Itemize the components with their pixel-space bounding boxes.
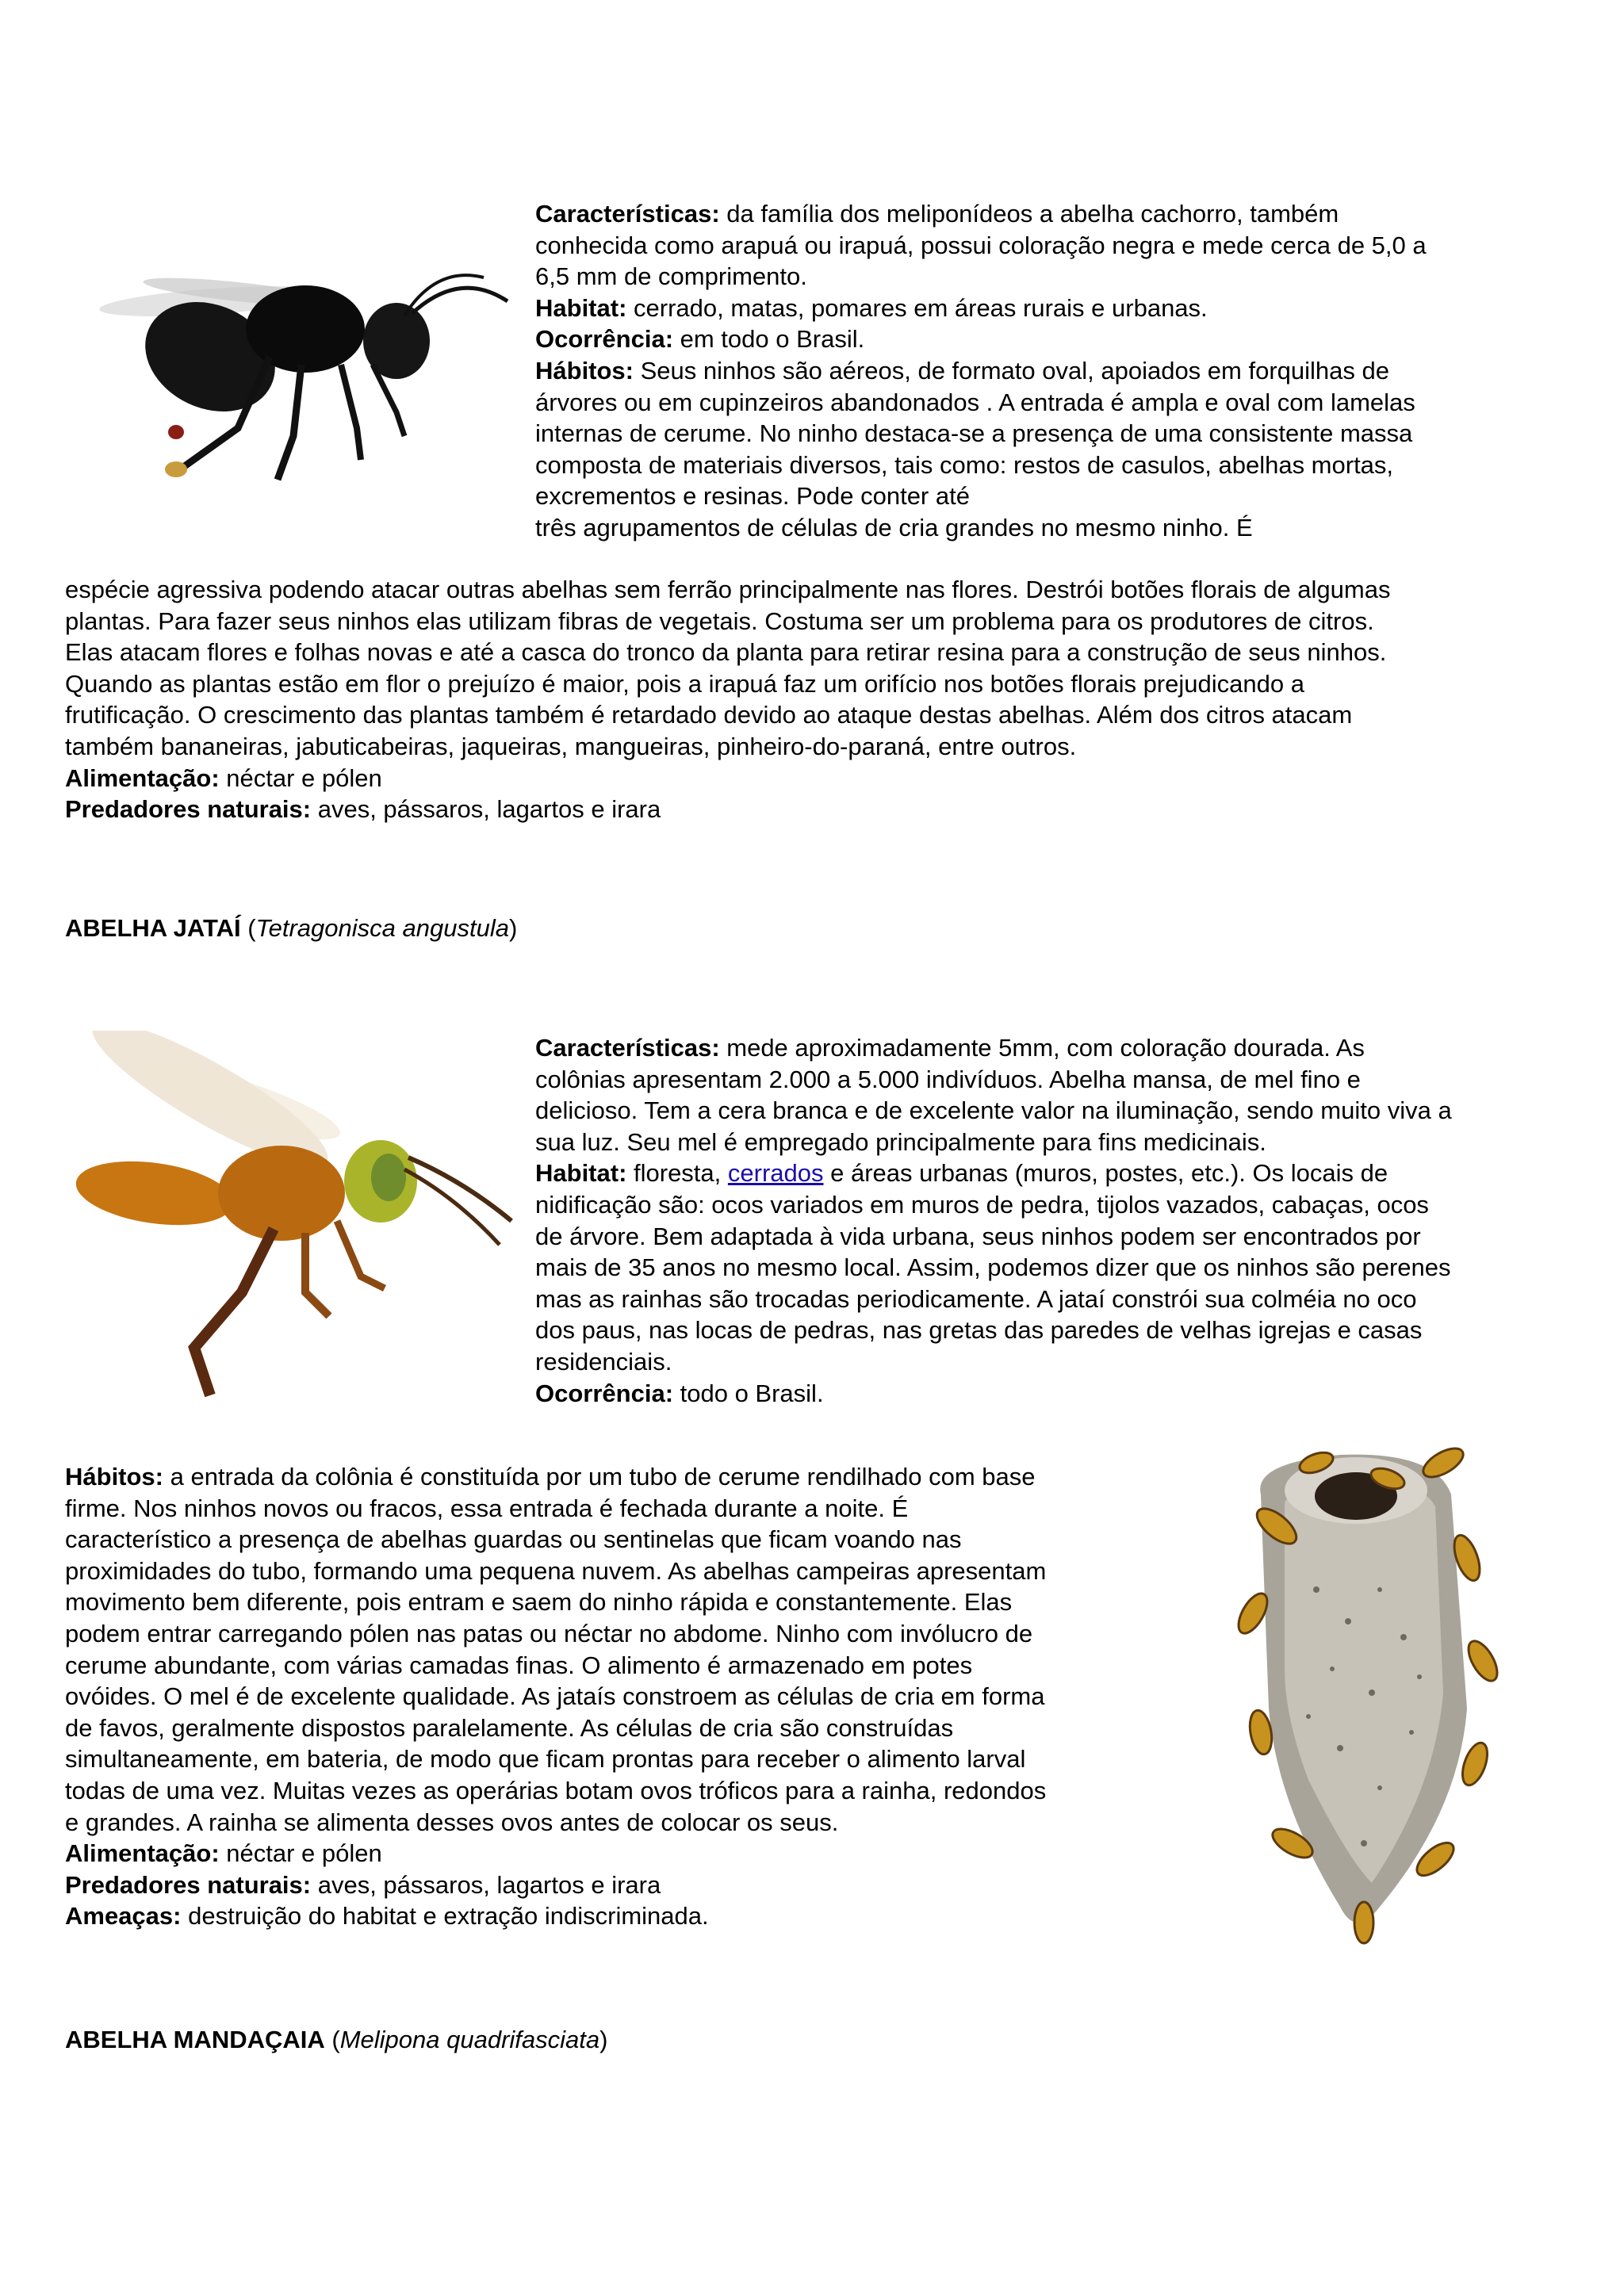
text-line: de favos, geralmente dispostos paralelamente. As células de cria são construídas xyxy=(65,1713,954,1742)
text-line: cerume abundante, com várias camadas finas. O alimento é armazenado em potes xyxy=(65,1651,973,1679)
habitat-text: floresta, xyxy=(626,1159,728,1188)
alimentacao-text: néctar e pólen xyxy=(219,763,382,792)
habitos-line xyxy=(535,355,1427,387)
text-line: de árvore. Bem adaptada à vida urbana, seus ninhos podem ser encontrados por xyxy=(535,1222,1421,1250)
habitat-label: Habitat: xyxy=(535,1159,627,1188)
text-line: ovóides. O mel é de excelente qualidade. As jataís constroem as células de cria em forma xyxy=(65,1682,1045,1711)
habitos-label: Hábitos: xyxy=(65,1463,163,1490)
text-line: movimento bem diferente, pois entram e saem do ninho rápida e constantemente. Elas xyxy=(65,1588,1013,1617)
text-line: dos paus, nas locas de pedras, nas gretas das paredes de velhas igrejas e casas xyxy=(535,1316,1423,1345)
text-line: composta de materiais diversos, tais como: restos de casulos, abelhas mortas, xyxy=(535,450,1394,479)
title-common-name: ABELHA MANDAÇAIA xyxy=(65,2026,325,2053)
title-paren: ) xyxy=(599,2026,608,2053)
text-line: internas de cerume. No ninho destaca-se a presença de uma consistente massa xyxy=(535,419,1413,448)
text-line: característico a presença de abelhas guardas ou sentinelas que ficam voando nas xyxy=(65,1525,962,1554)
text-line: e grandes. A rainha se alimenta desses ovos antes de colocar os seus. xyxy=(65,1808,839,1836)
jatai-habitos xyxy=(65,1461,1046,1932)
jatai-nest-image xyxy=(1182,1431,1562,1954)
ocorrencia-text: em todo o Brasil. xyxy=(673,325,865,354)
text-line: da família dos meliponídeos a abelha cachorro, também xyxy=(719,200,1339,228)
text-line: mede aproximadamente 5mm, com coloração dourada. As xyxy=(719,1034,1365,1062)
habitos-line xyxy=(65,1461,1046,1493)
jatai-description xyxy=(535,1032,1452,1409)
habitat-line xyxy=(535,293,1427,324)
text-line: Quando as plantas estão em flor o prejuízo é maior, pois a irapuá faz um orifício nos botões florais prejudicando a xyxy=(65,669,1304,698)
title-scientific-name: Tetragonisca angustula xyxy=(255,914,509,942)
text-line: excrementos e resinas. Pode conter até xyxy=(535,482,970,511)
text-line: residenciais. xyxy=(535,1347,672,1376)
text-line: nidificação são: ocos variados em muros de pedra, tijolos vazados, cabaças, ocos xyxy=(535,1190,1429,1219)
predadores-line xyxy=(65,794,1390,825)
caracteristicas-line xyxy=(535,1032,1452,1064)
text-line: todas de uma vez. Muitas vezes as operárias botam ovos tróficos para a rainha, redondos xyxy=(65,1776,1047,1804)
text-line: colônias apresentam 2.000 a 5.000 indivíduos. Abelha mansa, de mel fino e xyxy=(535,1065,1361,1093)
predadores-text: aves, pássaros, lagartos e irara xyxy=(311,1870,661,1899)
alimentacao-text: néctar e pólen xyxy=(219,1839,382,1868)
title-paren: ) xyxy=(508,914,518,942)
text-line: sua luz. Seu mel é empregado principalmente para fins medicinais. xyxy=(535,1127,1266,1156)
ocorrencia-text: todo o Brasil. xyxy=(673,1379,824,1407)
cachorro-description xyxy=(535,198,1427,544)
text-line: delicioso. Tem a cera branca e de excelente valor na iluminação, sendo muito viva a xyxy=(535,1096,1452,1125)
text-line: plantas. Para fazer seus ninhos elas utilizam fibras de vegetais. Costuma ser um problema para os produtores de citros. xyxy=(65,607,1374,635)
jatai-bee-image xyxy=(67,1031,519,1403)
ocorrencia-line xyxy=(535,323,1427,355)
caracteristicas-label: Características: xyxy=(535,1034,720,1062)
text-line: Elas atacam flores e folhas novas e até a casca do tronco da planta para retirar resina para a construção de seus ninhos. xyxy=(65,638,1387,667)
alimentacao-label: Alimentação: xyxy=(65,763,220,792)
predadores-text: aves, pássaros, lagartos e irara xyxy=(311,795,661,824)
ameacas-text: destruição do habitat e extração indiscriminada. xyxy=(181,1902,709,1931)
cachorro-continuation xyxy=(65,574,1390,825)
predadores-label: Predadores naturais: xyxy=(65,1870,312,1899)
habitat-line xyxy=(535,1158,1452,1189)
alimentacao-line xyxy=(65,1838,1046,1869)
text-line: firme. Nos ninhos novos ou fracos, essa entrada é fechada durante a noite. É xyxy=(65,1494,909,1522)
black-bee-image xyxy=(87,254,523,499)
title-paren: ( xyxy=(240,914,256,942)
predadores-label: Predadores naturais: xyxy=(65,795,312,824)
text-line: também bananeiras, jabuticabeiras, jaqueiras, mangueiras, pinheiro-do-paraná, entre outros. xyxy=(65,732,1077,760)
text-line: a entrada da colônia é constituída por um tubo de cerume rendilhado com base xyxy=(163,1463,1036,1490)
text-line: podem entrar carregando pólen nas patas ou néctar no abdome. Ninho com invólucro de xyxy=(65,1619,1033,1647)
ocorrencia-label: Ocorrência: xyxy=(535,1379,674,1407)
habitat-text: cerrado, matas, pomares em áreas rurais e urbanas. xyxy=(626,293,1208,322)
ameacas-label: Ameaças: xyxy=(65,1902,182,1931)
text-line: mas as rainhas são trocadas periodicamente. A jataí constrói sua colméia no oco xyxy=(535,1284,1417,1313)
ocorrencia-line xyxy=(535,1378,1452,1410)
text-line: árvores ou em cupinzeiros abandonados . A entrada é ampla e oval com lamelas xyxy=(535,388,1415,416)
cerrados-link[interactable]: cerrados xyxy=(727,1159,824,1188)
text-line: 6,5 mm de comprimento. xyxy=(535,262,807,291)
habitat-label: Habitat: xyxy=(535,293,627,322)
text-line: mais de 35 anos no mesmo local. Assim, podemos dizer que os ninhos são perenes xyxy=(535,1253,1451,1282)
text-line: simultaneamente, em bateria, de modo que ficam prontas para receber o alimento larval xyxy=(65,1745,1026,1774)
ameacas-line xyxy=(65,1900,1046,1932)
text-line: três agrupamentos de células de cria grandes no mesmo ninho. É xyxy=(535,513,1253,541)
text-line: conhecida como arapuá ou irapuá, possui coloração negra e mede cerca de 5,0 a xyxy=(535,231,1427,259)
text-line: Seus ninhos são aéreos, de formato oval, apoiados em forquilhas de xyxy=(634,356,1389,385)
section-title-jatai xyxy=(65,914,517,943)
title-paren: ( xyxy=(324,2026,340,2053)
text-line: espécie agressiva podendo atacar outras abelhas sem ferrão principalmente nas flores. Destrói botões florais de algumas xyxy=(65,576,1391,603)
section-title-mandacaia xyxy=(65,2026,607,2054)
text-line: frutificação. O crescimento das plantas também é retardado devido ao ataque destas abelhas. Além dos citros atacam xyxy=(65,701,1353,729)
predadores-line xyxy=(65,1869,1046,1901)
ocorrencia-label: Ocorrência: xyxy=(535,325,674,354)
alimentacao-line xyxy=(65,763,1390,794)
habitat-text: e áreas urbanas (muros, postes, etc.). Os locais de xyxy=(823,1159,1388,1188)
alimentacao-label: Alimentação: xyxy=(65,1839,220,1868)
title-common-name: ABELHA JATAÍ xyxy=(65,914,241,942)
habitos-label: Hábitos: xyxy=(535,356,634,385)
caracteristicas-line xyxy=(535,198,1427,230)
title-scientific-name: Melipona quadrifasciata xyxy=(339,2026,600,2053)
text-line: proximidades do tubo, formando uma pequena nuvem. As abelhas campeiras apresentam xyxy=(65,1556,1047,1585)
caracteristicas-label: Características: xyxy=(535,200,720,228)
